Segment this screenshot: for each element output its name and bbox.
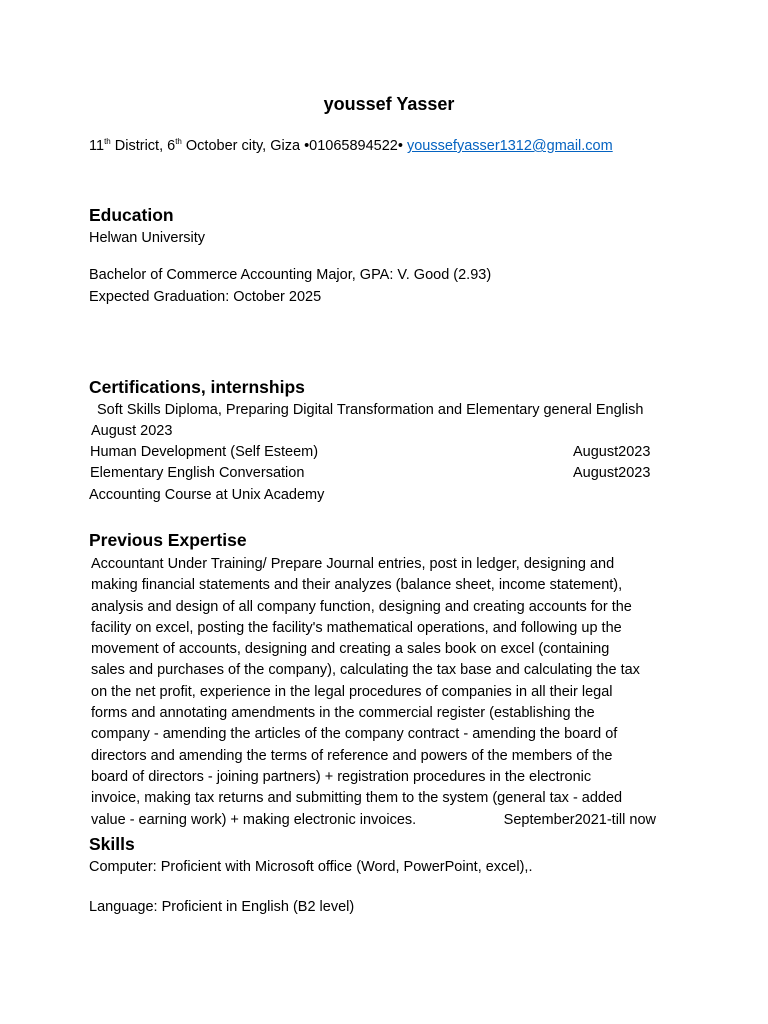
expertise-last-line: [91, 810, 656, 831]
education-heading: Education: [89, 205, 174, 225]
graduation-line: Expected Graduation: October 2025: [89, 289, 322, 305]
language-skills: Language: Proficient in English (B2 level): [89, 899, 355, 915]
address-ordinal: th: [175, 137, 182, 147]
expertise-line: making financial statements and their analyzes (balance sheet, income statement),: [91, 577, 623, 594]
candidate-name: youssef Yasser: [323, 94, 455, 114]
certification-item: Elementary English Conversation: [90, 465, 305, 481]
computer-skills: Computer: Proficient with Microsoft office (Word, PowerPoint, excel),.: [89, 859, 533, 875]
expertise-line: forms and annotating amendments in the commercial register (establishing the: [91, 705, 595, 722]
expertise-period: September2021-till now: [503, 811, 656, 828]
certification-item: Accounting Course at Unix Academy: [89, 487, 325, 503]
skills-heading: Skills: [89, 834, 135, 854]
expertise-line: invoice, making tax returns and submitting them to the system (general tax - added: [91, 790, 623, 807]
certification-date: August2023: [573, 444, 651, 460]
certifications-heading: Certifications, internships: [89, 377, 305, 397]
expertise-line: directors and amending the terms of reference and powers of the members of the: [91, 747, 613, 764]
certification-item: Human Development (Self Esteem): [90, 444, 319, 460]
certification-date: August2023: [573, 465, 651, 481]
degree-line: Bachelor of Commerce Accounting Major, GPA: V. Good (2.93): [89, 267, 492, 283]
expertise-line: analysis and design of all company function, designing and creating accounts for the: [91, 598, 632, 615]
expertise-line: value - earning work) + making electronic invoices.: [91, 811, 417, 828]
expertise-line: board of directors - joining partners) + registration procedures in the electronic: [91, 768, 592, 785]
email-link[interactable]: youssefyasser1312@gmail.com: [406, 138, 613, 154]
contact-line: [89, 138, 613, 154]
certification-item: Soft Skills Diploma, Preparing Digital Transformation and Elementary general English: [97, 402, 644, 418]
expertise-line: on the net profit, experience in the legal procedures of companies in all their legal: [91, 683, 613, 700]
address-phone: October city, Giza •01065894522•: [181, 138, 407, 154]
expertise-line: movement of accounts, designing and creating a sales book on excel (containing: [91, 641, 610, 658]
university-name: Helwan University: [89, 230, 206, 246]
address-ordinal: th: [104, 137, 111, 147]
expertise-paragraph: [91, 554, 661, 831]
expertise-line: facility on excel, posting the facility's mathematical operations, and following up the: [91, 619, 622, 636]
address-part: District, 6: [110, 138, 176, 154]
address-part: 11: [89, 138, 105, 154]
expertise-line: Accountant Under Training/ Prepare Journal entries, post in ledger, designing and: [91, 556, 615, 572]
expertise-line: company - amending the articles of the company contract - amending the board of: [91, 726, 618, 743]
certification-item: August 2023: [91, 423, 173, 439]
expertise-heading: Previous Expertise: [89, 530, 247, 550]
expertise-line: sales and purchases of the company), calculating the tax base and calculating the tax: [91, 662, 640, 679]
